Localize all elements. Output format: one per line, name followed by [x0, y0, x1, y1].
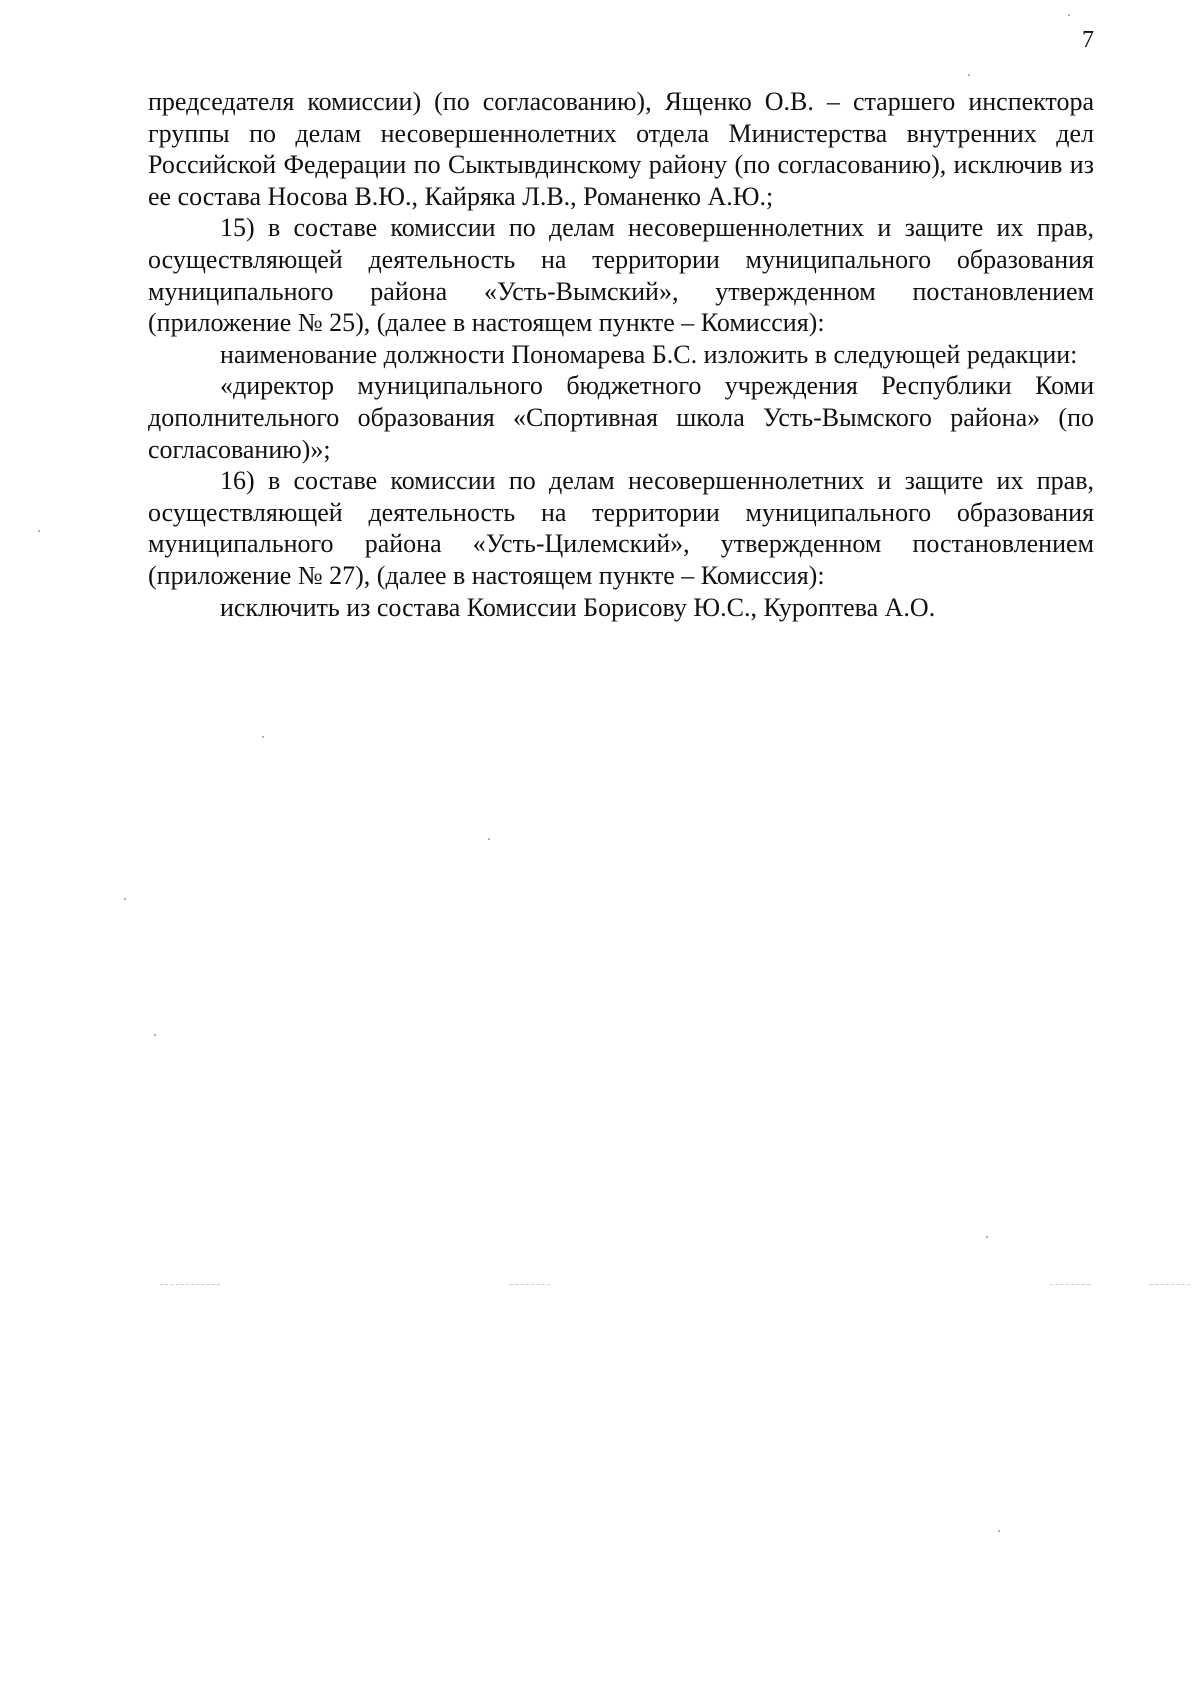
scan-speck: [154, 1034, 156, 1036]
scan-noise: [1050, 1284, 1090, 1286]
scan-speck: [488, 838, 490, 840]
paragraph-item-16: 16) в составе комиссии по делам несовершеннолетних и защите их прав, осуществляющей деятельность на территории муниципального образования муниципального района «Усть-Цилемский», утвержденном постановлением (приложение № 27), (далее в настоящем пункте – Комиссия):: [148, 466, 1094, 590]
scan-speck: [262, 736, 264, 738]
scan-speck: [986, 1236, 988, 1238]
document-body: [148, 86, 1094, 623]
paragraph-position-title: наименование должности Пономарева Б.С. изложить в следующей редакции:: [220, 339, 1078, 369]
scan-speck: [968, 74, 970, 76]
scan-noise: [160, 1284, 220, 1286]
page-number: 7: [1082, 27, 1094, 53]
scan-speck: [38, 530, 40, 532]
paragraph-item-15: 15) в составе комиссии по делам несовершеннолетних и защите их прав, осуществляющей деятельность на территории муниципального образования муниципального района «Усть-Вымский», утвержденном постановлением (приложение № 25), (далее в настоящем пункте – Комиссия):: [148, 213, 1094, 338]
scan-speck: [1068, 14, 1070, 16]
paragraph-exclusion: исключить из состава Комиссии Борисову Ю.С., Куроптева А.О.: [220, 592, 936, 622]
scan-noise: [1150, 1284, 1190, 1286]
scan-noise: [510, 1284, 550, 1286]
scan-speck: [124, 898, 126, 900]
paragraph-1: председателя комиссии) (по согласованию), Ященко О.В. – старшего инспектора группы по делам несовершеннолетних отдела Министерства внутренних дел Российской Федерации по Сыктывдинскому району (по согласованию), исключив из ее состава Носова В.Ю., Кайряка Л.В., Романенко А.Ю.;: [148, 87, 1094, 211]
scan-speck: [998, 1530, 1000, 1532]
paragraph-new-wording: «директор муниципального бюджетного учреждения Республики Коми дополнительного образования «Спортивная школа Усть-Вымского района» (по согласованию)»;: [148, 371, 1094, 464]
